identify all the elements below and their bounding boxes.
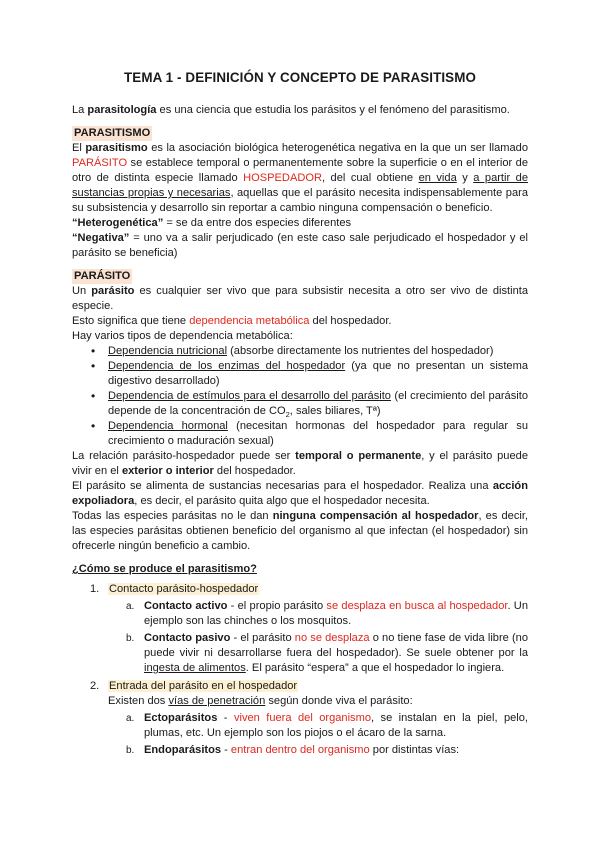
step-item: 1. Contacto parásito-hospedador a. Contacto activo - el propio parásito se desplaza en busca al hospedador. Un ejemplo son las chinches o los mosquitos. b. Contacto pasivo - el parásito no se desplaza o no tiene fase de vida libre (no puede vivir ni desarrollarse fuera del hospedador). Se suele obtener por la ingesta de alimentos. El parásito “espera” a que el hospedador lo ingiera. [90, 583, 529, 674]
list-item: b. Endoparásitos - entran dentro del organismo por distintas vías: [126, 744, 460, 756]
intro-paragraph: La parasitología es una ciencia que estudia los parásitos y el fenómeno del parasitismo. [72, 104, 510, 116]
list-item: • Dependencia de los enzimas del hospedador (ya que no presentan un sistema digestivo desarrollado) [108, 359, 528, 389]
heterogenetica-note: “Heterogenética” = se da entre dos especies diferentes [72, 217, 352, 229]
step-intro: Existen dos vías de penetración según donde viva el parásito: [108, 695, 413, 707]
dependencia-list [72, 344, 528, 449]
list-item: a. Ectoparásitos - viven fuera del organismo, se instalan en la piel, pelo, plumas, etc. Un ejemplo son los piojos o el ácaro de la sarna. [126, 712, 529, 739]
section-heading-parasitismo: PARASITISMO [74, 127, 151, 139]
section-heading-parasito: PARÁSITO [74, 270, 131, 282]
dependencia-paragraph: Esto significa que tiene dependencia metabólica del hospedador. [72, 315, 392, 327]
parasito-definition: Un parásito es cualquier ser vivo que para subsistir necesita a otro ser vivo de distinta especie. [72, 285, 528, 312]
list-item: • Dependencia hormonal (necesitan hormonas del hospedador para regular su crecimiento o maduración sexual) [108, 419, 528, 449]
negativa-note: “Negativa” = uno va a salir perjudicado (en este caso sale perjudicado el hospedador y el parásito se beneficia) [72, 232, 528, 259]
list-item: • Dependencia nutricional (absorbe directamente los nutrientes del hospedador) [108, 344, 528, 359]
step-label: Entrada del parásito en el hospedador [109, 680, 298, 692]
parasitismo-definition: El parasitismo es la asociación biológica heterogenética negativa en la que un ser llamado PARÁSITO se establece temporal o permanentemente sobre la superficie o en el interior de otro de distinta especie llamado HOSPEDADOR, del cual obtiene en vida y a partir de sustancias propias y necesarias, aquellas que el parásito necesita indispensablemente para su subsistencia y desarrollo sin reportar a cambio ninguna compensación o beneficio. [72, 142, 528, 214]
step-item: 2. Entrada del parásito en el hospedador Existen dos vías de penetración según donde viva el parásito: a. Ectoparásitos - viven fuera del organismo, se instalan en la piel, pelo, plumas, etc. Un ejemplo son los piojos o el ácaro de la sarna. b. Endoparásitos - entran dentro del organismo por distintas vías: [90, 680, 529, 756]
relacion-paragraph: La relación parásito-hospedador puede ser temporal o permanente, y el parásito puede vivir en el exterior o interior del hospedador. [72, 450, 528, 477]
list-item: • Dependencia de estímulos para el desarrollo del parásito (el crecimiento del parásito depende de la concentración de $CO_2$, sales biliares, Tª) [108, 389, 528, 419]
step-label: Contacto parásito-hospedador [109, 583, 259, 595]
steps-list [72, 582, 528, 758]
substep-list [108, 711, 528, 758]
compensacion-paragraph: Todas las especies parásitas no le dan ninguna compensación al hospedador, es decir, las especies parásitas obtienen beneficio del organismo al que infectan (el hospedador) sin ofrecerle ningún beneficio a cambio. [72, 510, 528, 552]
page-title: TEMA 1 - DEFINICIÓN Y CONCEPTO DE PARASITISMO [124, 70, 476, 85]
section-parasito [72, 269, 528, 554]
dependencia-types-intro: Hay varios tipos de dependencia metabólica: [72, 330, 293, 342]
section-heading-como: ¿Cómo se produce el parasitismo? [72, 563, 257, 575]
list-item: a. Contacto activo - el propio parásito se desplaza en busca al hospedador. Un ejemplo son las chinches o los mosquitos. [126, 600, 528, 627]
section-parasitismo [72, 126, 528, 261]
list-item: b. Contacto pasivo - el parásito no se desplaza o no tiene fase de vida libre (no puede vivir ni desarrollarse fuera del hospedador). Se suele obtener por la ingesta de alimentos. El parásito “espera” a que el hospedador lo ingiera. [126, 632, 529, 674]
expoliadora-paragraph: El parásito se alimenta de sustancias necesarias para el hospedador. Realiza una acción expoliadora, es decir, el parásito quita algo que el hospedador necesita. [72, 480, 528, 507]
section-como [72, 562, 528, 758]
substep-list [108, 599, 528, 676]
